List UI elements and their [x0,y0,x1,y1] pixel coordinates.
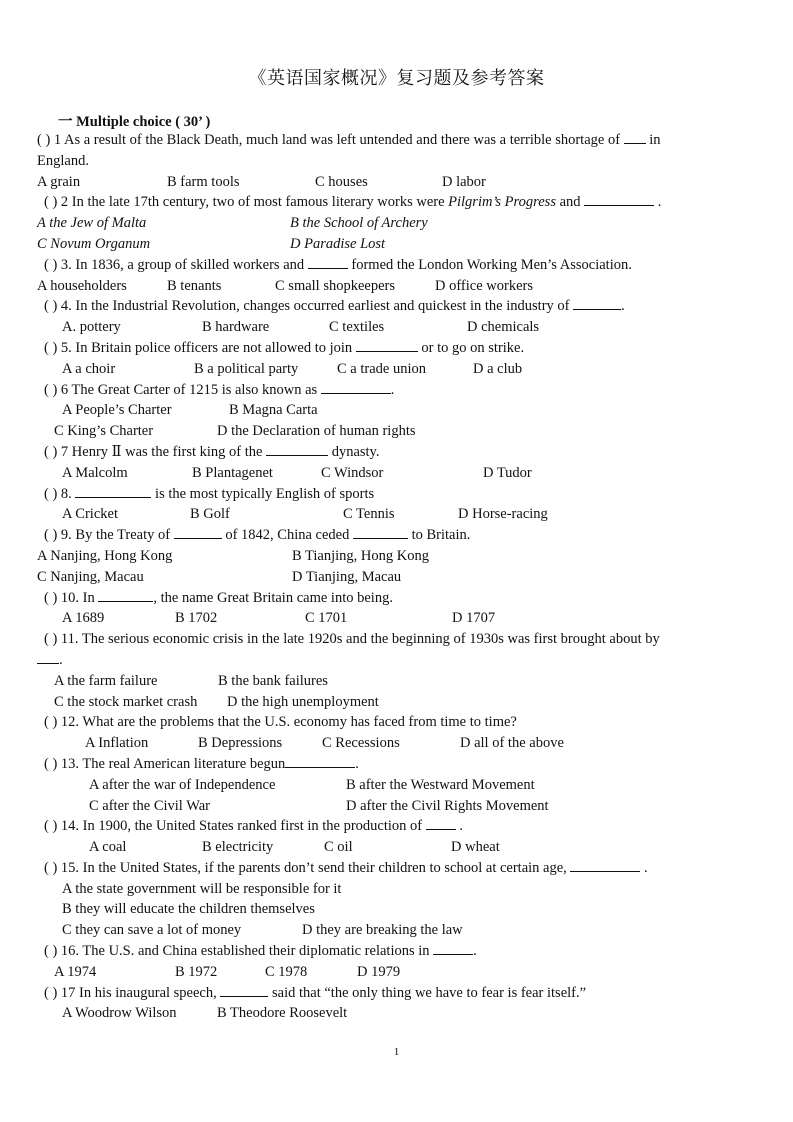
answer-blank [570,859,640,872]
question-stem [37,484,759,505]
option: B farm tools [167,173,240,190]
option: A Malcolm [62,464,128,481]
option: A the Jew of Malta [37,215,147,232]
question-stem [37,941,759,962]
stem-text: ( ) 7 Henry Ⅱ was the first king of the [44,443,263,460]
option: A coal [89,839,127,856]
option: C Novum Organum [37,235,151,252]
options-row [37,421,759,442]
stem-text: to Britain. [411,527,471,544]
page-number: 1 [393,1046,400,1058]
option: A 1974 [54,963,97,980]
option: D after the Civil Rights Movement [346,797,549,814]
option: D they are breaking the law [302,922,463,939]
stem-text: formed the London Working Men’s Association. [351,256,632,273]
option: C Recessions [322,735,400,752]
option: B 1702 [175,610,218,627]
answer-blank [353,526,408,539]
option: B 1972 [175,963,218,980]
answer-blank [266,443,328,456]
options-row [37,213,759,234]
question-stem: England. [37,152,89,169]
options-row [37,504,759,525]
stem-text: ( ) 17 In his inaugural speech, [44,984,217,1001]
option: C the stock market crash [54,693,198,710]
option: C Nanjing, Macau [37,568,144,585]
option: D Tianjing, Macau [292,568,402,585]
options-row [37,317,759,338]
options-row [37,567,759,588]
question-stem [37,629,759,650]
answer-blank [285,755,355,768]
option: C after the Civil War [89,797,210,814]
option: D chemicals [467,319,540,336]
option: C small shopkeepers [275,277,396,294]
stem-text: in [649,132,661,148]
question-list [37,130,759,1024]
answer-blank [220,984,268,997]
option: A the state government will be responsible for it [62,880,342,897]
options-row [37,775,759,796]
options-row [37,359,759,380]
stem-text: . [59,651,63,668]
answer-blank [37,651,59,664]
stem-text: . [473,943,477,960]
option: D all of the above [460,735,564,752]
stem-text: ( ) 1 As a result of the Black Death, much land was left untended and there was a terrible shortage of [37,132,621,148]
answer-blank [573,297,621,310]
option: C King’s Charter [54,423,154,440]
question-stem [37,296,759,317]
option: B electricity [202,839,274,856]
option: D a club [473,360,523,377]
stem-text: . [621,298,625,315]
option: C oil [324,839,353,856]
stem-text: of 1842, China ceded [225,527,350,544]
stem-text: ( ) 16. The U.S. and China established their diplomatic relations in [44,943,430,960]
option: D 1707 [452,610,496,627]
question-stem [37,650,759,671]
question-stem [37,255,759,276]
stem-text: ( ) 5. In Britain police officers are not allowed to join [44,339,353,356]
question-stem [37,130,759,151]
options-row [37,400,759,421]
stem-text: ( ) 10. In [44,589,95,606]
question-stem [37,525,759,546]
option: C houses [315,173,368,190]
option: D the Declaration of human rights [217,423,416,440]
answer-blank [174,526,222,539]
stem-text: ( ) 14. In 1900, the United States ranked first in the production of [44,818,423,835]
stem-text: said that “the only thing we have to fear is fear itself.” [272,984,587,1001]
option: D 1979 [357,963,401,980]
stem-text: . [657,194,662,211]
option: D labor [442,173,486,190]
options-row [37,608,759,629]
question-stem [37,192,759,213]
question-stem [37,816,759,837]
stem-text: ( ) 15. In the United States, if the parents don’t send their children to school at certain age, [44,859,567,876]
option: A Woodrow Wilson [62,1005,177,1022]
stem-text: , the name Great Britain came into being. [153,589,393,606]
option: A. pottery [62,319,121,336]
options-row [37,234,759,255]
stem-text: dynasty. [331,443,380,460]
option: A Nanjing, Hong Kong [37,547,173,564]
question-stem [37,588,759,609]
answer-blank [584,193,654,206]
option: B Plantagenet [192,464,273,481]
stem-text: . [355,755,359,772]
option: A People’s Charter [62,402,172,419]
option: D Paradise Lost [290,235,386,252]
stem-text: or to go on strike. [421,339,525,356]
option: D Horse-racing [458,506,548,523]
options-row [37,837,759,858]
stem-text: ( ) 3. In 1836, a group of skilled workers and [44,256,305,273]
option: B Theodore Roosevelt [217,1005,348,1022]
option: C 1701 [305,610,348,627]
option: A householders [37,277,127,294]
options-row [37,463,759,484]
answer-blank [98,589,153,602]
work-title: Pilgrim’s Progress [448,194,556,211]
stem-text: ( ) 13. The real American literature begun [44,755,286,772]
answer-blank [624,131,646,144]
answer-blank [433,942,473,955]
option: A a choir [62,360,116,377]
option: B the bank failures [218,672,328,689]
stem-text: and [559,194,581,211]
option: C 1978 [265,963,308,980]
option: B tenants [167,277,222,294]
question-stem [37,338,759,359]
section-heading: 一 Multiple choice ( 30’ ) [58,114,211,130]
option: A 1689 [62,610,105,627]
option: B hardware [202,319,270,336]
stem-text: ( ) 8. [44,485,72,502]
option: D office workers [435,277,533,294]
question-stem [37,858,759,879]
options-row [37,546,759,567]
options-row [37,796,759,817]
stem-text: is the most typically English of sports [155,485,375,502]
answer-blank [356,339,418,352]
stem-text: . [644,859,648,876]
option: D wheat [451,839,500,856]
options-row [37,920,759,941]
option: C textiles [329,319,385,336]
option: C they can save a lot of money [62,922,242,939]
option: A Cricket [62,506,118,523]
question-stem: ( ) 12. What are the problems that the U.S. economy has faced from time to time? [44,714,517,731]
option: B Depressions [198,735,283,752]
answer-blank [321,381,391,394]
options-row [37,1003,759,1024]
answer-blank [308,256,348,269]
option: D Tudor [483,464,532,481]
option: B they will educate the children themselves [62,901,315,918]
option: A Inflation [85,735,149,752]
stem-text: ( ) 6 The Great Carter of 1215 is also known as [44,381,318,398]
answer-blank [426,817,456,830]
option: A grain [37,173,81,190]
option: C Windsor [321,464,384,481]
stem-text: ( ) 2 In the late 17th century, two of most famous literary works were [44,194,445,211]
stem-text: ( ) 11. The serious economic crisis in the late 1920s and the beginning of 1930s was first brought about by [44,631,660,648]
stem-text: . [459,818,464,835]
option: C Tennis [343,506,395,523]
options-row [37,172,759,193]
option: C a trade union [337,360,426,377]
stem-text: . [390,381,395,398]
page-title: 《英语国家概况》复习题及参考答案 [248,68,545,88]
question-stem [37,380,759,401]
option: B Tianjing, Hong Kong [292,547,429,564]
answer-blank [75,485,151,498]
options-row [37,692,759,713]
question-stem [37,754,759,775]
option: B Golf [190,506,230,523]
options-row [37,733,759,754]
options-row [37,276,759,297]
stem-text: ( ) 9. By the Treaty of [44,527,171,544]
question-stem [37,442,759,463]
option: B the School of Archery [290,215,428,232]
options-row [37,671,759,692]
option: B Magna Carta [229,402,318,419]
options-row [37,962,759,983]
option: D the high unemployment [227,693,379,710]
option: B a political party [194,360,299,377]
stem-text: ( ) 4. In the Industrial Revolution, changes occurred earliest and quickest in the industry of [44,298,570,315]
option: A the farm failure [54,672,158,689]
option: B after the Westward Movement [346,776,535,793]
question-stem [37,983,759,1004]
option: A after the war of Independence [89,776,276,793]
